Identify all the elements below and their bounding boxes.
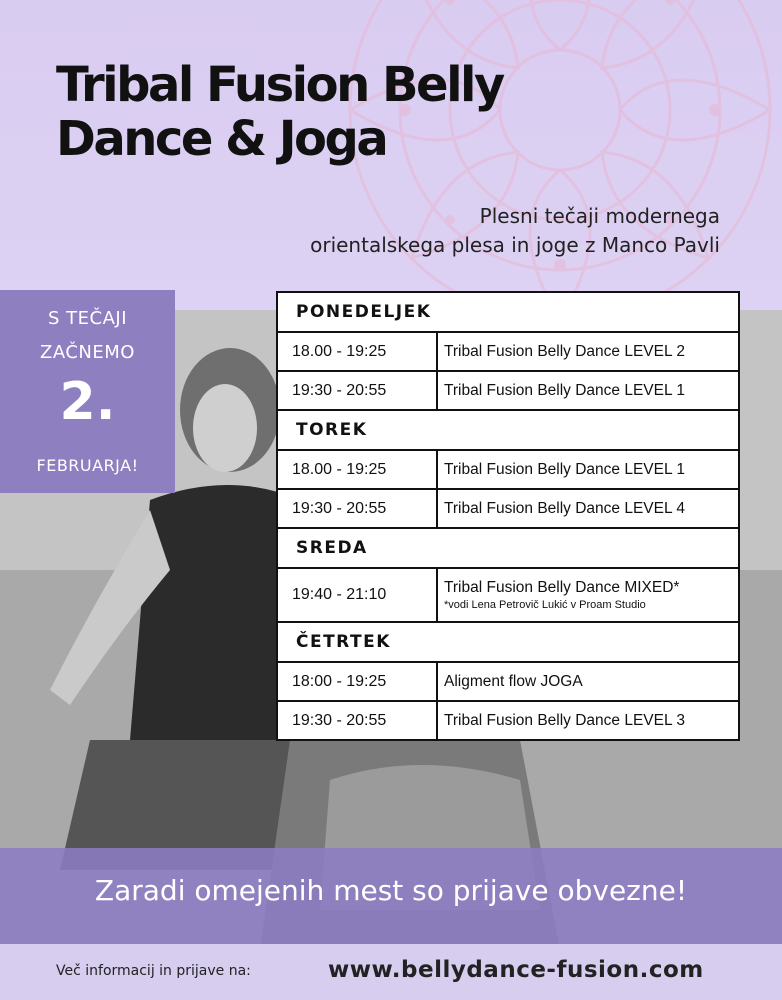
day-name: SREDA [277,528,739,568]
day-row [277,622,739,662]
class-time: 19:40 - 21:10 [277,568,437,622]
class-note: *vodi Lena Petrovič Lukić v Proam Studio [444,599,646,611]
class-row [277,701,739,740]
class-row [277,371,739,410]
banner-text: Zaradi omejenih mest so prijave obvezne! [94,874,688,907]
class-time: 18:00 - 19:25 [277,662,437,701]
class-row [277,332,739,371]
page-title [56,58,503,166]
day-row [277,292,739,332]
class-time: 18.00 - 19:25 [277,332,437,371]
day-row [277,528,739,568]
registration-banner [0,848,782,944]
day-name: ČETRTEK [277,622,739,662]
start-date-number: 2. [59,372,116,432]
mandala-ornament-icon [330,0,782,340]
start-month: FEBRUARJA! [36,456,139,475]
subtitle-line-1: Plesni tečaji modernega [479,204,720,228]
class-row [277,662,739,701]
subtitle-line-2: orientalskega plesa in joge z Manco Pavli [310,233,720,257]
schedule-table [276,291,740,741]
day-name: TOREK [277,410,739,450]
class-time: 19:30 - 20:55 [277,489,437,528]
class-time: 19:30 - 20:55 [277,371,437,410]
start-date-box [0,290,175,493]
class-cell [437,568,739,622]
day-name: PONEDELJEK [277,292,739,332]
footer [0,944,782,1000]
class-time: 18.00 - 19:25 [277,450,437,489]
class-time: 19:30 - 20:55 [277,701,437,740]
class-name: Tribal Fusion Belly Dance LEVEL 1 [437,450,739,489]
start-line-1: S TEČAJI [47,308,127,329]
start-line-2: ZAČNEMO [40,342,135,363]
class-name: Tribal Fusion Belly Dance LEVEL 1 [437,371,739,410]
day-row [277,410,739,450]
class-row [277,450,739,489]
class-name: Aligment flow JOGA [437,662,739,701]
class-name: Tribal Fusion Belly Dance LEVEL 2 [437,332,739,371]
footer-label: Več informacij in prijave na: [56,963,251,979]
class-name: Tribal Fusion Belly Dance LEVEL 4 [437,489,739,528]
class-row [277,489,739,528]
class-row [277,568,739,622]
title-line-1: Tribal Fusion Belly [56,57,503,113]
class-name: Tribal Fusion Belly Dance LEVEL 3 [437,701,739,740]
title-line-2: Dance & Joga [56,111,387,167]
subtitle [310,202,720,260]
class-name: Tribal Fusion Belly Dance MIXED* [444,579,680,596]
website-link[interactable]: www.bellydance-fusion.com [328,957,704,983]
